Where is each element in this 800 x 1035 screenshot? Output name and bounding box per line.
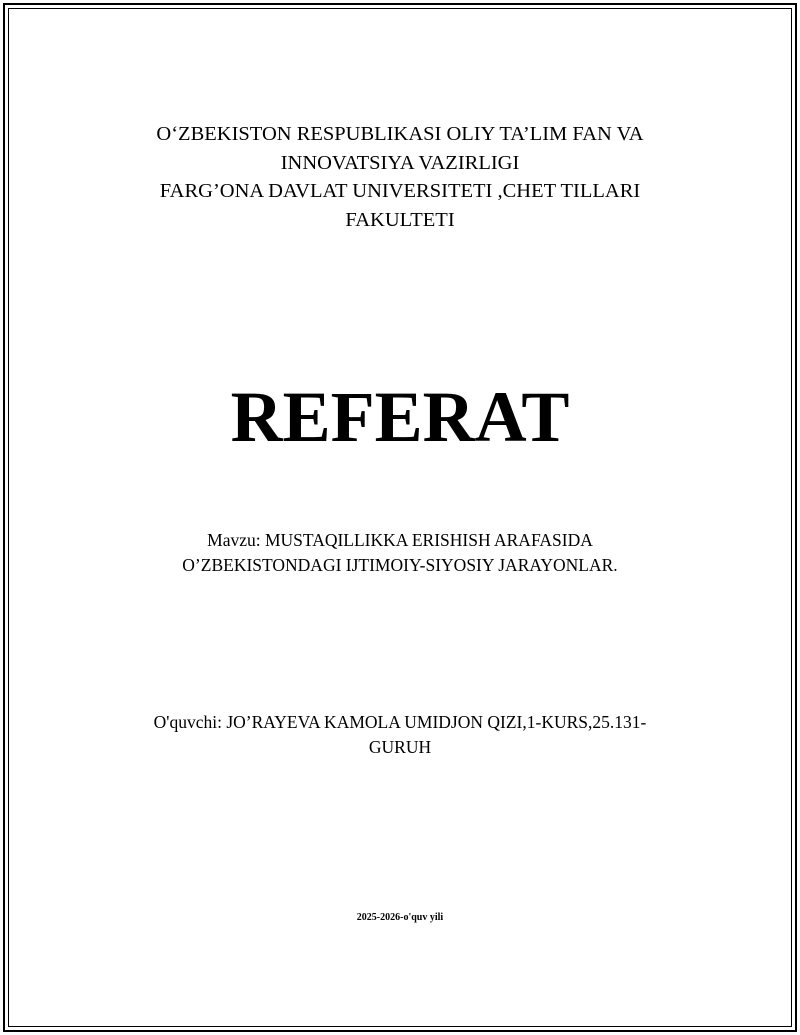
header-line-4: FAKULTETI <box>345 208 455 231</box>
header-line-2: INNOVATSIYA VAZIRLIGI <box>280 151 520 174</box>
student-block <box>0 710 800 760</box>
academic-year: 2025-2026-o'quv yili <box>356 912 444 923</box>
ministry-header <box>0 120 800 234</box>
student-line-2: GURUH <box>368 737 432 757</box>
document-title: REFERAT <box>230 377 570 457</box>
topic-line-2: O’ZBEKISTONDAGI IJTIMOIY-SIYOSIY JARAYONLAR. <box>182 555 618 575</box>
header-line-1: O‘ZBEKISTON RESPUBLIKASI OLIY TA’LIM FAN VA <box>156 123 644 145</box>
student-line-1: O'quvchi: JO’RAYEVA KAMOLA UMIDJON QIZI,1-KURS,25.131- <box>153 712 647 732</box>
topic-block <box>0 528 800 578</box>
header-line-3: FARG’ONA DAVLAT UNIVERSITETI ,CHET TILLARI <box>159 180 641 202</box>
topic-line-1: Mavzu: MUSTAQILLIKKA ERISHISH ARAFASIDA <box>207 530 593 550</box>
